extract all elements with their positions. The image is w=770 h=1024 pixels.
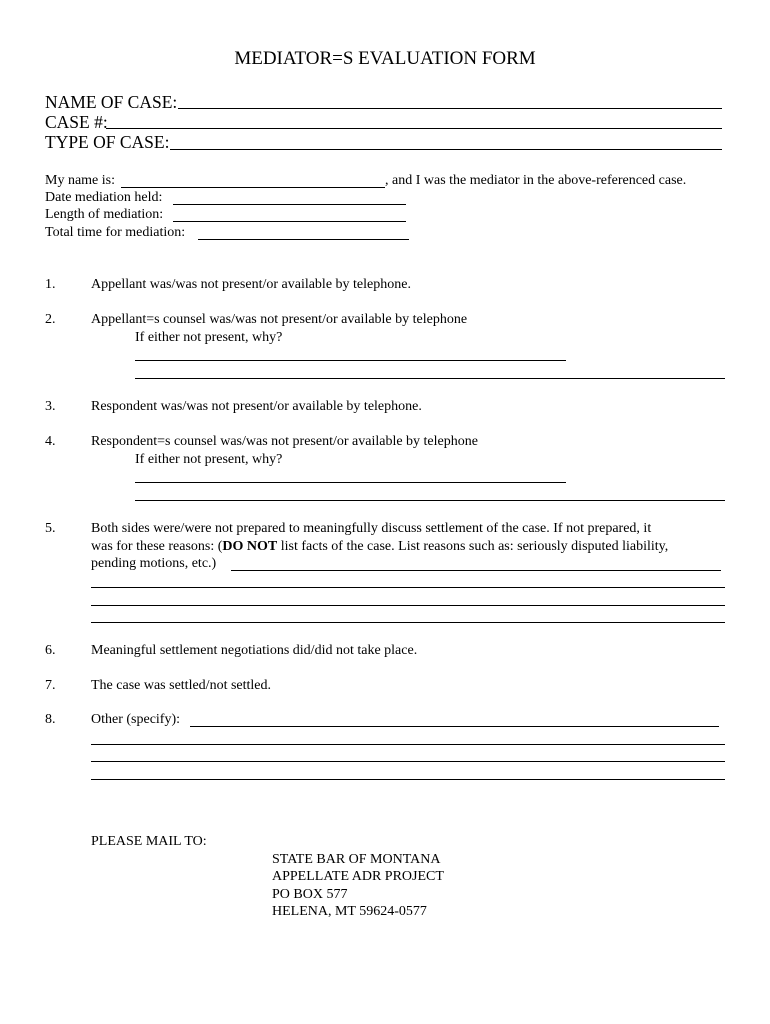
- question-8-answer-line-3[interactable]: [91, 761, 725, 762]
- question-2-followup: If either not present, why?: [135, 330, 283, 345]
- question-2-answer-line-1[interactable]: [135, 360, 566, 361]
- question-5-line-2: [91, 539, 668, 555]
- question-8-number: 8.: [45, 712, 56, 727]
- total-time-label: Total time for mediation:: [45, 225, 186, 240]
- question-5-line-2-post: list facts of the case. List reasons such as: seriously disputed liability,: [277, 539, 669, 554]
- question-5-number: 5.: [45, 521, 56, 536]
- question-2-number: 2.: [45, 312, 56, 327]
- date-held-field[interactable]: [173, 204, 406, 205]
- question-5-answer-line-4[interactable]: [91, 622, 725, 623]
- mail-to-label: PLEASE MAIL TO:: [91, 834, 207, 849]
- question-5-answer-line-1[interactable]: [231, 570, 721, 571]
- my-name-label: My name is:: [45, 173, 115, 188]
- question-7-number: 7.: [45, 678, 56, 693]
- name-of-case-field[interactable]: [178, 108, 722, 109]
- question-4-followup: If either not present, why?: [135, 452, 283, 467]
- question-2-text: Appellant=s counsel was/was not present/or available by telephone: [91, 312, 468, 327]
- length-field[interactable]: [173, 221, 406, 222]
- question-5-line-3: pending motions, etc.): [91, 556, 217, 571]
- mail-address-line: HELENA, MT 59624-0577: [272, 904, 427, 919]
- case-number-label: CASE #:: [45, 112, 108, 132]
- my-name-field[interactable]: [121, 187, 385, 188]
- question-4-text: Respondent=s counsel was/was not present/or available by telephone: [91, 434, 478, 449]
- question-5-answer-line-3[interactable]: [91, 605, 725, 606]
- question-1-text: Appellant was/was not present/or available by telephone.: [91, 277, 411, 292]
- mail-address-line: STATE BAR OF MONTANA: [272, 852, 441, 867]
- question-6-number: 6.: [45, 643, 56, 658]
- mail-address-line: PO BOX 577: [272, 887, 348, 902]
- question-5-line-2-pre: was for these reasons: (: [91, 539, 223, 554]
- question-5-answer-line-2[interactable]: [91, 587, 725, 588]
- total-time-field[interactable]: [198, 239, 409, 240]
- question-3-text: Respondent was/was not present/or available by telephone.: [91, 399, 422, 414]
- do-not-emphasis: DO NOT: [222, 539, 278, 554]
- question-8-answer-line-4[interactable]: [91, 779, 725, 780]
- form-title: MEDIATOR=S EVALUATION FORM: [234, 48, 536, 69]
- question-3-number: 3.: [45, 399, 56, 414]
- case-number-field[interactable]: [106, 128, 722, 129]
- question-4-answer-line-2[interactable]: [135, 500, 725, 501]
- type-of-case-label: TYPE OF CASE:: [45, 132, 170, 152]
- question-5-line-1: Both sides were/were not prepared to meaningfully discuss settlement of the case. If not prepared, it: [91, 521, 652, 536]
- mail-address-line: APPELLATE ADR PROJECT: [272, 869, 444, 884]
- question-4-answer-line-1[interactable]: [135, 482, 566, 483]
- type-of-case-field[interactable]: [170, 149, 722, 150]
- question-7-text: The case was settled/not settled.: [91, 678, 271, 693]
- question-4-number: 4.: [45, 434, 56, 449]
- question-1-number: 1.: [45, 277, 56, 292]
- question-8-answer-line-1[interactable]: [190, 726, 719, 727]
- length-label: Length of mediation:: [45, 207, 164, 222]
- question-8-text: Other (specify):: [91, 712, 181, 727]
- question-6-text: Meaningful settlement negotiations did/did not take place.: [91, 643, 418, 658]
- question-8-answer-line-2[interactable]: [91, 744, 725, 745]
- my-name-suffix: , and I was the mediator in the above-referenced case.: [385, 173, 687, 188]
- question-2-answer-line-2[interactable]: [135, 378, 725, 379]
- name-of-case-label: NAME OF CASE:: [45, 92, 178, 112]
- date-held-label: Date mediation held:: [45, 190, 163, 205]
